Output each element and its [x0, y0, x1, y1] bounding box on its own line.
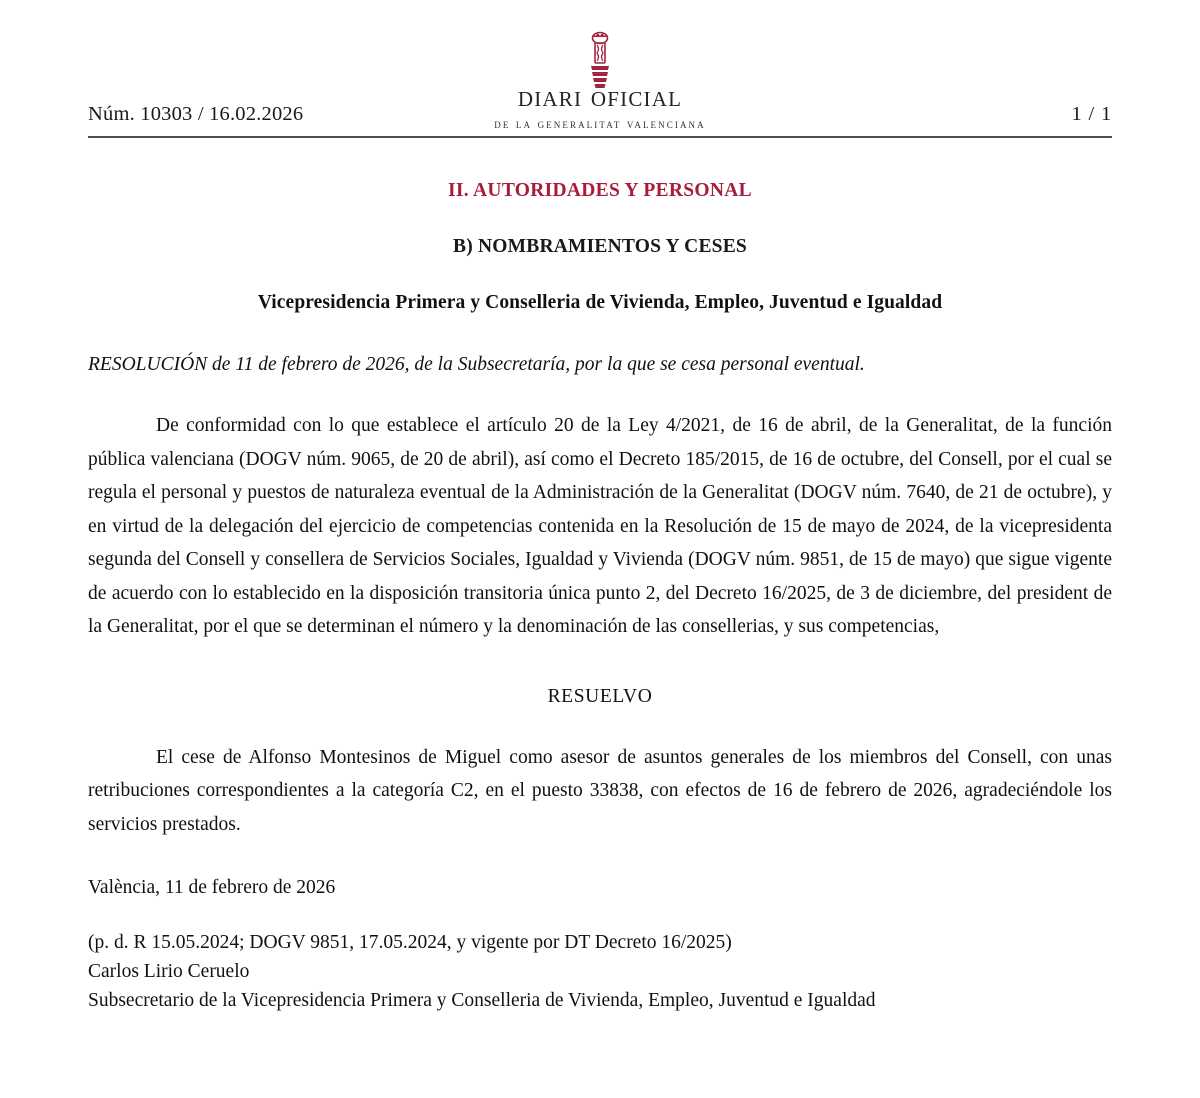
resolution-summary-line: RESOLUCIÓN de 11 de febrero de 2026, de la Subsecretaría, por la que se cesa personal eventual. — [88, 354, 865, 375]
place-and-date: València, 11 de febrero de 2026 — [88, 877, 336, 899]
resolution-body-paragraph: El cese de Alfonso Montesinos de Miguel como asesor de asuntos generales de los miembros del Consell, con unas retribuciones correspondientes a la categoría C2, en el puesto 33838, con efectos de 16 de febrero de 2026, agradeciéndole los servicios prestados. — [88, 746, 1112, 835]
preamble-paragraph: De conformidad con lo que establece el artículo 20 de la Ley 4/2021, de 16 de abril, de la Generalitat, de la función pública valenciana (DOGV núm. 9065, de 20 de abril), así como el Decreto 185/2015, de 16 de octubre, del Consell, por el cual se regula el personal y puestos de naturaleza eventual de la Administración de la Generalitat (DOGV núm. 7640, de 21 de octubre), y en virtud de la delegación del ejercicio de competencias contenida en la Resolución de 15 de mayo de 2024, de la vicepresidenta segunda del Consell y consellera de Servicios Sociales, Igualdad y Vivienda (DOGV núm. 9851, de 15 de mayo) que sigue vigente de acuerdo con lo establecido en la disposición transitoria única punto 2, del Decreto 16/2025, de 3 de diciembre, del president de la Generalitat, por el que se determinan el número y la denominación de las consellerias, y sus competencias, — [88, 415, 1112, 638]
issue-number: Núm. 10303 / 16.02.2026 — [88, 103, 304, 125]
document-header — [88, 0, 1112, 138]
signatory-position: Subsecretario de la Vicepresidencia Primera y Conselleria de Vivienda, Empleo, Juventud e Igualdad — [88, 990, 876, 1012]
masthead-subtitle: de la generalitat valenciana — [494, 115, 706, 131]
subsection-heading: B) NOMBRAMIENTOS Y CESES — [453, 236, 747, 257]
signature-delegation: (p. d. R 15.05.2024; DOGV 9851, 17.05.2024, y vigente por DT Decreto 16/2025) — [88, 932, 732, 954]
department-heading: Vicepresidencia Primera y Conselleria de Vivienda, Empleo, Juventud e Igualdad — [257, 292, 943, 313]
masthead-title: diari oficial — [517, 79, 683, 113]
signature-block — [88, 929, 1112, 1016]
section-heading: II. AUTORIDADES Y PERSONAL — [448, 180, 752, 201]
page-indicator: 1 / 1 — [1071, 103, 1112, 125]
header-divider — [88, 136, 1112, 138]
signatory-name: Carlos Lirio Ceruelo — [88, 961, 250, 983]
resuelvo-heading: RESUELVO — [547, 685, 653, 707]
masthead — [390, 79, 810, 131]
